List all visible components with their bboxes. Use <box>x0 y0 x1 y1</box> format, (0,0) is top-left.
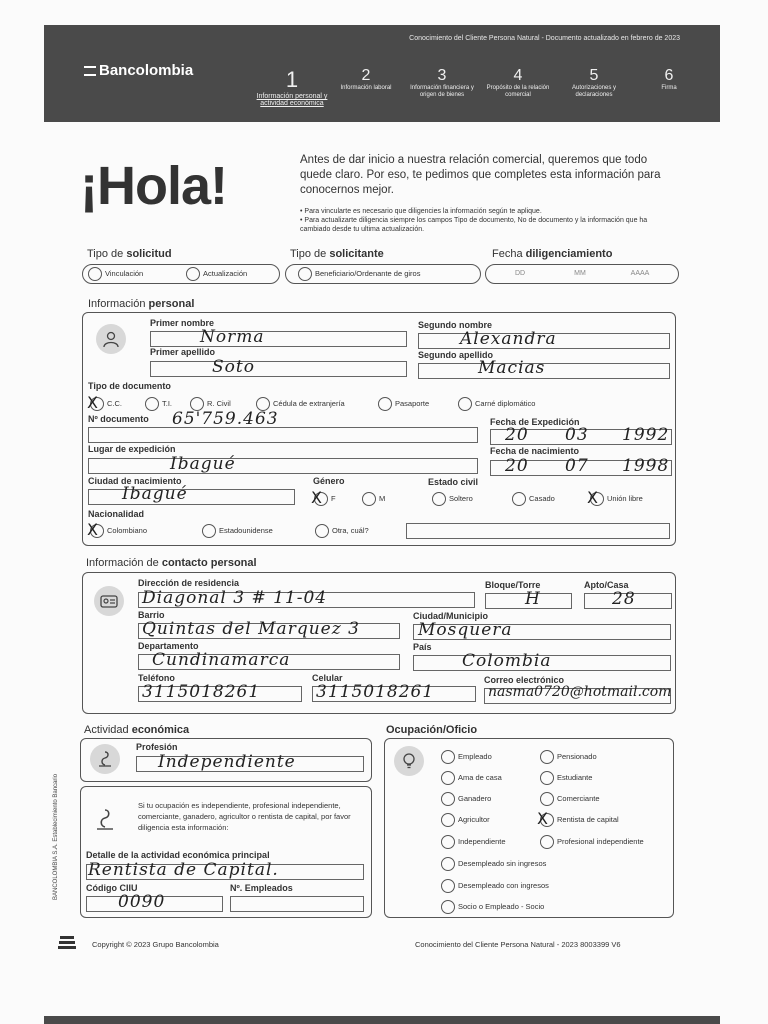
radio-icon <box>202 524 216 538</box>
telefono-label: Teléfono <box>138 673 175 683</box>
pais-label: País <box>413 642 432 652</box>
ocup-pensionado[interactable]: Pensionado <box>540 750 597 764</box>
genero-label: Género <box>313 476 345 486</box>
greeting-title: ¡Hola! <box>80 156 227 216</box>
fecha-expedicion-label: Fecha de Expedición <box>490 417 580 427</box>
direccion-label: Dirección de residencia <box>138 578 240 588</box>
radio-icon <box>441 771 455 785</box>
radio-icon <box>540 835 554 849</box>
nac-estadounidense[interactable]: Estadounidense <box>202 524 273 538</box>
step-3: 3 Información financiera y origen de bienes <box>410 67 474 98</box>
step-1: 1 Información personal y actividad económica <box>256 67 328 107</box>
primer-nombre-value: Norma <box>200 327 265 347</box>
radio-icon <box>441 835 455 849</box>
correo-value: nasma0720@hotmail.com <box>488 684 672 700</box>
step-6: 6 Firma <box>661 67 677 91</box>
segundo-apellido-value: Macias <box>478 358 546 378</box>
date-mm: MM <box>574 270 586 277</box>
empleados-field[interactable] <box>230 896 364 912</box>
lugar-expedicion-value: Ibagué <box>170 454 236 474</box>
empleados-label: Nº. Empleados <box>230 883 293 893</box>
ocup-profesional-independiente[interactable]: Profesional independiente <box>540 835 644 849</box>
fecha-diligenciamiento-label: Fecha diligenciamiento <box>492 248 613 260</box>
lugar-expedicion-field[interactable] <box>88 458 478 474</box>
footer-logo-icon <box>58 935 78 951</box>
contacto-section-title: Información de contacto personal <box>86 557 257 569</box>
ocup-desempleado-con[interactable]: Desempleado con ingresos <box>441 879 549 893</box>
radio-icon <box>441 750 455 764</box>
primer-apellido-value: Soto <box>212 357 255 377</box>
tipo-documento-label: Tipo de documento <box>88 381 171 391</box>
opt-vinculacion[interactable]: Vinculación <box>88 267 143 281</box>
ciudad-value: Mosquera <box>418 620 513 640</box>
barrio-label: Barrio <box>138 610 165 620</box>
ec-soltero[interactable]: Soltero <box>432 492 473 506</box>
apto-value: 28 <box>612 589 636 609</box>
logo-icon <box>84 66 96 76</box>
step-4: 4 Propósito de la relación comercial <box>486 67 550 98</box>
doc-opt-rcivil[interactable]: R. Civil <box>190 397 231 411</box>
ocup-desempleado-sin[interactable]: Desempleado sin ingresos <box>441 857 546 871</box>
radio-icon <box>315 524 329 538</box>
radio-icon <box>186 267 200 281</box>
nac-otra[interactable]: Otra, cuál? <box>315 524 369 538</box>
radio-icon <box>298 267 312 281</box>
segundo-nombre-label: Segundo nombre <box>418 320 492 330</box>
actividad-nota: Si tu ocupación es independiente, profesional independiente, comerciante, ganadero, agricultor o rentista de capital, por favor diligencia esta información: <box>138 801 351 832</box>
detalle-value: Rentista de Capital. <box>88 860 279 880</box>
bullet-1: • Para vincularte es necesario que diligencies la información según te aplique. <box>300 208 542 215</box>
radio-icon <box>540 792 554 806</box>
departamento-value: Cundinamarca <box>152 650 291 670</box>
fecha-exp-aaaa: 1992 <box>622 425 670 445</box>
vertical-legal-text: BANCOLOMBIA S.A. Establecimiento Bancario <box>53 773 59 900</box>
fecha-nacimiento-label: Fecha de nacimiento <box>490 446 580 456</box>
celular-value: 3115018261 <box>316 682 435 702</box>
doc-opt-cc[interactable]: X C.C. <box>87 393 122 412</box>
radio-icon <box>88 267 102 281</box>
radio-icon <box>145 397 159 411</box>
bloque-label: Bloque/Torre <box>485 580 541 590</box>
fecha-exp-mm: 03 <box>565 425 589 445</box>
ocupacion-section-title: Ocupación/Oficio <box>386 724 478 736</box>
celular-label: Celular <box>312 673 343 683</box>
doc-opt-ti[interactable]: T.I. <box>145 397 172 411</box>
num-documento-value: 65'759.463 <box>172 409 279 429</box>
ciudad-nacimiento-label: Ciudad de nacimiento <box>88 476 182 486</box>
ocup-independiente[interactable]: Independiente <box>441 835 506 849</box>
pais-value: Colombia <box>462 651 552 671</box>
radio-icon <box>441 857 455 871</box>
ciiu-value: 0090 <box>118 892 166 912</box>
ocup-estudiante[interactable]: Estudiante <box>540 771 592 785</box>
radio-icon <box>362 492 376 506</box>
nac-otra-field[interactable] <box>406 523 670 539</box>
ocup-ama-de-casa[interactable]: Ama de casa <box>441 771 502 785</box>
user-icon <box>96 324 126 354</box>
header-banner <box>44 25 720 122</box>
radio-icon <box>512 492 526 506</box>
primer-apellido-label: Primer apellido <box>150 347 216 357</box>
opt-actualizacion[interactable]: Actualización <box>186 267 247 281</box>
date-dd: DD <box>514 270 526 277</box>
primer-apellido-field[interactable] <box>150 361 407 377</box>
radio-icon <box>432 492 446 506</box>
ocup-rentista[interactable]: X Rentista de capital <box>537 809 619 828</box>
barrio-value: Quintas del Marquez 3 <box>142 619 360 639</box>
step-2: 2 Información laboral <box>340 67 392 91</box>
ciudad-label: Ciudad/Municipio <box>413 611 488 621</box>
tipo-solicitud-label: Tipo de solicitud <box>87 248 172 260</box>
header-top-text: Conocimiento del Cliente Persona Natural - Documento actualizado en febrero de 2023 <box>409 35 680 42</box>
fecha-nac-dd: 20 <box>505 456 529 476</box>
ciudad-nacimiento-value: Ibagué <box>122 484 188 504</box>
segundo-nombre-value: Alexandra <box>460 329 557 349</box>
doc-opt-pasaporte[interactable]: Pasaporte <box>378 397 429 411</box>
ocup-comerciante[interactable]: Comerciante <box>540 792 600 806</box>
genero-f[interactable]: X F <box>311 488 336 507</box>
dollar-icon <box>92 806 120 834</box>
fecha-nac-mm: 07 <box>565 456 589 476</box>
lugar-expedicion-label: Lugar de expedición <box>88 444 176 454</box>
ocup-empleado[interactable]: Empleado <box>441 750 492 764</box>
radio-icon <box>441 792 455 806</box>
actividad-section-title: Actividad económica <box>84 724 190 736</box>
ec-union-libre[interactable]: X Unión libre <box>587 488 643 507</box>
nacionalidad-label: Nacionalidad <box>88 509 145 519</box>
telefono-value: 3115018261 <box>142 682 261 702</box>
radio-icon <box>441 879 455 893</box>
fecha-exp-dd: 20 <box>505 425 529 445</box>
bullet-2: • Para actualizarte diligencia siempre los campos Tipo de documento, No de documento y la información que ha cambiado desde tu ultima actualización. <box>300 217 648 233</box>
genero-m[interactable]: M <box>362 492 385 506</box>
footer-copyright: Copyright © 2023 Grupo Bancolombia <box>92 940 219 949</box>
correo-label: Correo electrónico <box>484 675 565 685</box>
step-5: 5 Autorizaciones y declaraciones <box>571 67 617 98</box>
radio-icon <box>378 397 392 411</box>
ec-casado[interactable]: Casado <box>512 492 555 506</box>
ocup-agricultor[interactable]: Agricultor <box>441 813 490 827</box>
segundo-apellido-label: Segundo apellido <box>418 350 494 360</box>
bancolombia-logo: Bancolombia <box>84 62 193 79</box>
num-documento-field[interactable] <box>88 427 478 443</box>
detalle-label: Detalle de la actividad económica principal <box>86 850 270 860</box>
fecha-nac-aaaa: 1998 <box>622 456 670 476</box>
ocup-socio[interactable]: Socio o Empleado - Socio <box>441 900 544 914</box>
radio-icon <box>540 750 554 764</box>
radio-icon <box>458 397 472 411</box>
ciudad-nacimiento-field[interactable] <box>88 489 295 505</box>
doc-opt-extranjeria[interactable]: Cédula de extranjería <box>256 397 345 411</box>
profesion-value: Independiente <box>158 752 296 772</box>
briefcase-icon <box>90 744 120 774</box>
intro-text: Antes de dar inicio a nuestra relación comercial, queremos que todo quede claro. Por eso, te pedimos que completes esta información para conocernos mejor. <box>300 154 661 196</box>
primer-nombre-field[interactable] <box>150 331 407 347</box>
estado-civil-label: Estado civil <box>428 477 479 487</box>
doc-opt-diplomatico[interactable]: Carné diplomático <box>458 397 535 411</box>
date-aaaa: AAAA <box>630 270 650 277</box>
opt-beneficiario[interactable]: Beneficiario/Ordenante de giros <box>298 267 420 281</box>
nac-colombiano[interactable]: X Colombiano <box>87 520 148 539</box>
bottom-bar <box>44 1016 720 1024</box>
ciiu-label: Código CIIU <box>86 883 138 893</box>
num-documento-label: Nº documento <box>88 414 149 424</box>
direccion-value: Diagonal 3 # 11-04 <box>142 588 328 608</box>
primer-nombre-label: Primer nombre <box>150 318 215 328</box>
footer-doc-id: Conocimiento del Cliente Persona Natural - 2023 8003399 V6 <box>415 940 621 949</box>
ocup-ganadero[interactable]: Ganadero <box>441 792 491 806</box>
departamento-label: Departamento <box>138 641 199 651</box>
bloque-value: H <box>525 589 541 609</box>
radio-icon <box>540 771 554 785</box>
profesion-label: Profesión <box>136 742 178 752</box>
tipo-solicitante-label: Tipo de solicitante <box>290 248 384 260</box>
personal-section-title: Información personal <box>88 298 195 310</box>
radio-icon <box>441 900 455 914</box>
radio-icon <box>441 813 455 827</box>
apto-label: Apto/Casa <box>584 580 629 590</box>
id-card-icon <box>94 586 124 616</box>
lightbulb-icon <box>394 746 424 776</box>
